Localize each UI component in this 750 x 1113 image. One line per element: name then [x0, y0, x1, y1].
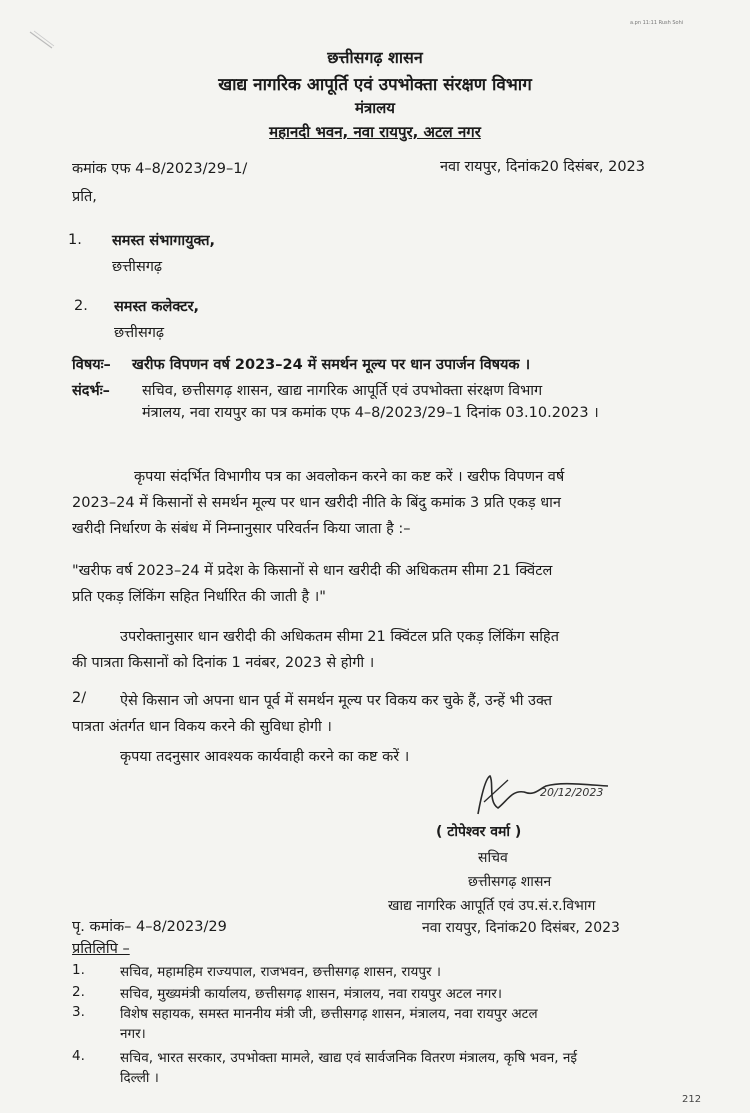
- reference-label: संदर्भः–: [72, 383, 110, 399]
- recipient-1-name: समस्त संभागायुक्त,: [112, 233, 216, 249]
- signatory-govt: छत्तीसगढ़ शासन: [468, 874, 552, 890]
- govt-title: छत्तीसगढ़ शासन: [327, 48, 423, 67]
- copy-item-1-num: 1.: [72, 962, 85, 978]
- letter-place-date: नवा रायपुर, दिनांक20 दिसंबर, 2023: [440, 159, 645, 175]
- signatory-designation: सचिव: [478, 850, 508, 866]
- para3-line-2: पात्रता अंतर्गत धान विकय करने की सुविधा होगी ।: [72, 719, 332, 735]
- copy-item-3-line-2: नगर।: [120, 1026, 146, 1042]
- copy-item-4-num: 4.: [72, 1048, 85, 1064]
- subject-text: खरीफ विपणन वर्ष 2023–24 में समर्थन मूल्य पर धान उपार्जन विषयक ।: [132, 357, 531, 373]
- reference-line-1: सचिव, छत्तीसगढ़ शासन, खाद्य नागरिक आपूर्ति एवं उपभोक्ता संरक्षण विभाग: [142, 383, 543, 399]
- copy-item-3-line-1: विशेष सहायक, समस्त माननीय मंत्री जी, छत्तीसगढ़ शासन, मंत्रालय, नवा रायपुर अटल: [120, 1006, 538, 1022]
- copy-item-4-line-1: सचिव, भारत सरकार, उपभोक्ता मामले, खाद्य एवं सार्वजनिक वितरण मंत्रालय, कृषि भवन, नई: [120, 1050, 577, 1066]
- letter-number: कमांक एफ 4–8/2023/29–1/: [72, 161, 248, 177]
- copy-item-2-text: सचिव, मुख्यमंत्री कार्यालय, छत्तीसगढ़ शासन, मंत्रालय, नवा रायपुर अटल नगर।: [120, 986, 502, 1002]
- signatory-name: ( टोपेश्वर वर्मा ): [436, 824, 522, 840]
- signature-scribble-icon: [468, 772, 618, 822]
- department-title: खाद्य नागरिक आपूर्ति एवं उपभोक्ता संरक्षण विभाग: [218, 75, 532, 95]
- copy-item-1-text: सचिव, महामहिम राज्यपाल, राजभवन, छत्तीसगढ़ शासन, रायपुर ।: [120, 964, 441, 980]
- signature-date: 20/12/2023: [540, 786, 604, 799]
- para2-line-1: उपरोक्तानुसार धान खरीदी की अधिकतम सीमा 21 क्विंटल प्रति एकड़ लिंकिंग सहित: [120, 629, 559, 645]
- para1-line-1: कृपया संदर्भित विभागीय पत्र का अवलोकन करने का कष्ट करें । खरीफ विपणन वर्ष: [134, 469, 565, 485]
- to-label: प्रति,: [72, 189, 97, 205]
- para3-line-1: ऐसे किसान जो अपना धान पूर्व में समर्थन मूल्य पर विकय कर चुके हैं, उन्हें भी उक्त: [120, 693, 553, 709]
- page-number: 212: [682, 1094, 702, 1105]
- recipient-2-num: 2.: [74, 298, 88, 314]
- recipient-1-num: 1.: [68, 232, 82, 248]
- recipient-2-name: समस्त कलेक्टर,: [114, 299, 200, 315]
- para2-line-2: की पात्रता किसानों को दिनांक 1 नवंबर, 2023 से होगी ।: [72, 655, 375, 671]
- signatory-dept: खाद्य नागरिक आपूर्ति एवं उप.सं.र.विभाग: [388, 898, 596, 914]
- copy-item-2-num: 2.: [72, 984, 85, 1000]
- copy-item-3-num: 3.: [72, 1004, 85, 1020]
- closing-line: कृपया तदनुसार आवश्यक कार्यवाही करने का कष्ट करें ।: [120, 749, 410, 765]
- corner-note: a.pn 11:11 Rush Sohi: [630, 20, 684, 26]
- para1-line-2: 2023–24 में किसानों से समर्थन मूल्य पर धान खरीदी नीति के बिंदु कमांक 3 प्रति एकड़ धान: [72, 495, 561, 511]
- endorsement-number: पृ. कमांक– 4–8/2023/29: [72, 919, 227, 935]
- subject-label: विषयः–: [72, 357, 111, 373]
- para3-num: 2/: [72, 690, 87, 706]
- quote-line-1: "खरीफ वर्ष 2023–24 में प्रदेश के किसानों से धान खरीदी की अधिकतम सीमा 21 क्विंटल: [72, 563, 553, 579]
- ministry-title: मंत्रालय: [354, 99, 395, 117]
- signatory-place-date: नवा रायपुर, दिनांक20 दिसंबर, 2023: [422, 920, 620, 936]
- copy-item-4-line-2: दिल्ली ।: [120, 1070, 159, 1086]
- quote-line-2: प्रति एकड़ लिंकिंग सहित निर्धारित की जाती है ।": [72, 589, 326, 605]
- recipient-2-place: छत्तीसगढ़: [114, 325, 165, 341]
- copy-label: प्रतिलिपि –: [72, 941, 130, 957]
- para1-line-3: खरीदी निर्धारण के संबंध में निम्नानुसार परिवर्तन किया जाता है :–: [72, 521, 411, 537]
- address-line: महानदी भवन, नवा रायपुर, अटल नगर: [269, 123, 481, 141]
- recipient-1-place: छत्तीसगढ़: [112, 259, 163, 275]
- reference-line-2: मंत्रालय, नवा रायपुर का पत्र कमांक एफ 4–8/2023/29–1 दिनांक 03.10.2023 ।: [142, 405, 599, 421]
